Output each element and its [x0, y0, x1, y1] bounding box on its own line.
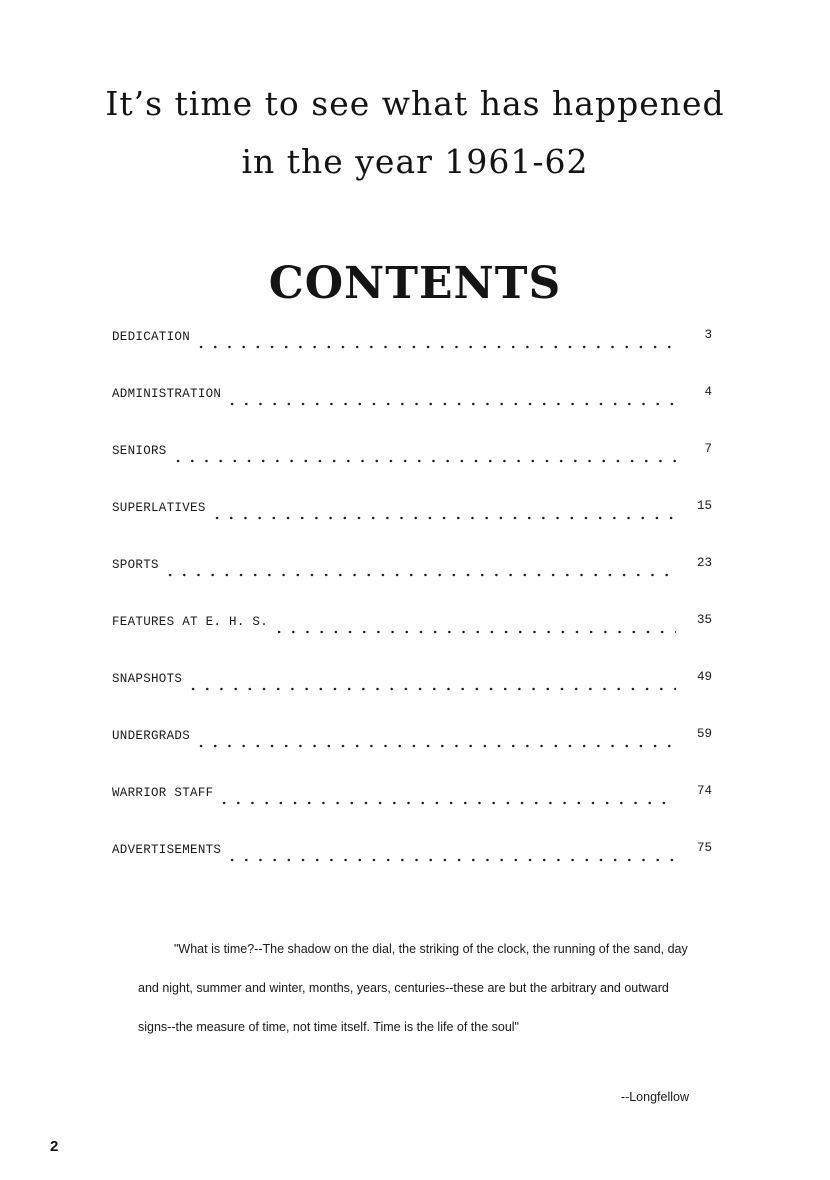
- dot-leader: [225, 389, 676, 407]
- toc-entry-page: 49: [696, 670, 712, 684]
- dot-leader: [163, 560, 676, 578]
- page-number: 2: [50, 1138, 59, 1155]
- toc-entry-snapshots: [112, 662, 712, 719]
- toc-entry-administration: [112, 377, 712, 434]
- toc-entry-page: 7: [704, 442, 712, 456]
- toc-entry-label: SNAPSHOTS: [112, 672, 183, 686]
- toc-entry-page: 3: [704, 328, 712, 342]
- toc-entry-superlatives: [112, 491, 712, 548]
- dot-leader: [210, 503, 676, 521]
- toc-entry-label: ADVERTISEMENTS: [112, 843, 222, 857]
- toc-entry-label: SENIORS: [112, 444, 167, 458]
- toc-entry-label: ADMINISTRATION: [112, 387, 222, 401]
- toc-entry-label: WARRIOR STAFF: [112, 786, 214, 800]
- toc-entry-warrior-staff: [112, 776, 712, 833]
- quotation-attribution: --Longfellow: [620, 1090, 689, 1104]
- quotation-text: "What is time?--The shadow on the dial, the striking of the clock, the running of the sand, day and night, summer and winter, months, years, centuries--these are but the arbitrary and outward signs--the measure of time, not time itself. Time is the life of the soul": [138, 942, 688, 1034]
- dot-leader: [194, 332, 676, 350]
- dot-leader: [272, 617, 676, 635]
- table-of-contents: [112, 320, 712, 890]
- toc-entry-features: [112, 605, 712, 662]
- toc-entry-page: 59: [696, 727, 712, 741]
- toc-entry-dedication: [112, 320, 712, 377]
- toc-entry-page: 23: [696, 556, 712, 570]
- toc-entry-label: UNDERGRADS: [112, 729, 191, 743]
- toc-entry-page: 74: [696, 784, 712, 798]
- contents-title: CONTENTS: [268, 258, 562, 309]
- dot-leader: [171, 446, 676, 464]
- toc-entry-seniors: [112, 434, 712, 491]
- toc-entry-label: FEATURES AT E. H. S.: [112, 615, 269, 629]
- toc-entry-sports: [112, 548, 712, 605]
- dot-leader: [217, 788, 676, 806]
- toc-entry-page: 4: [704, 385, 712, 399]
- toc-entry-advertisements: [112, 833, 712, 890]
- toc-entry-page: 35: [696, 613, 712, 627]
- dot-leader: [186, 674, 676, 692]
- toc-entry-page: 75: [696, 841, 712, 855]
- toc-entry-label: SUPERLATIVES: [112, 501, 206, 515]
- toc-entry-undergrads: [112, 719, 712, 776]
- dot-leader: [194, 731, 676, 749]
- toc-entry-page: 15: [696, 499, 712, 513]
- dot-leader: [225, 845, 676, 863]
- intro-heading-line-2: in the year 1961-62: [241, 142, 589, 181]
- toc-entry-label: SPORTS: [112, 558, 159, 572]
- toc-entry-label: DEDICATION: [112, 330, 191, 344]
- intro-heading-line-1: It’s time to see what has happened: [105, 84, 725, 123]
